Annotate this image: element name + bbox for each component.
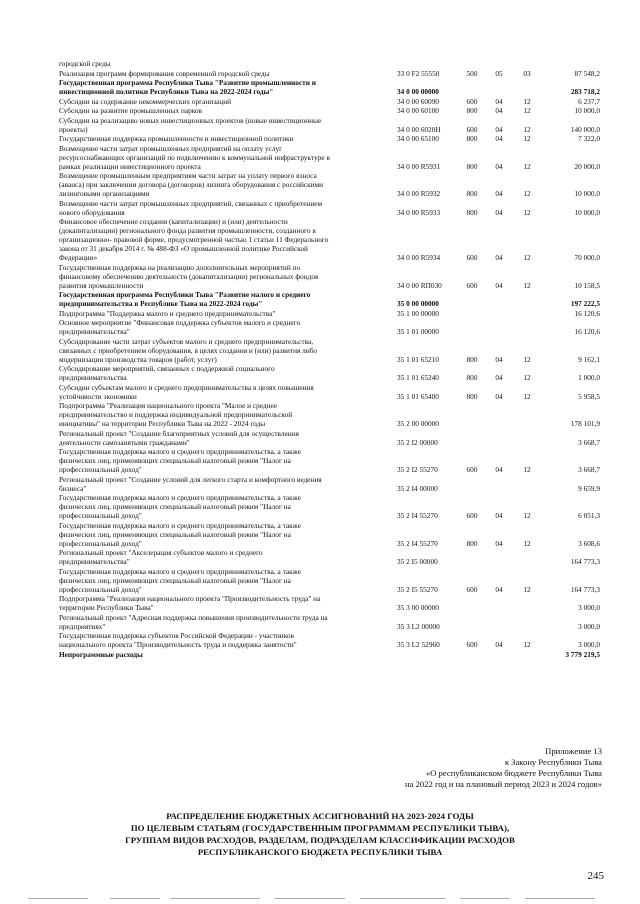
amount: 178 101,9: [570, 419, 600, 428]
footer-rule: [170, 898, 260, 899]
description-line: предприятиях": [59, 621, 106, 631]
description-line: проекты): [59, 124, 88, 134]
description-line: (аванса) при заключении договора (договоров) лизинга оборудования с российскими: [59, 180, 324, 189]
title-line-3: ГРУППАМ ВИДОВ РАСХОДОВ, РАЗДЕЛАМ, ПОДРАЗДЕЛАМ КЛАССИФИКАЦИИ РАСХОДОВ: [125, 835, 515, 845]
row-description: [59, 171, 386, 198]
description-line: инвестиционной политики Республики Тыва на 2022-2024 годы": [59, 87, 274, 96]
description-line: предпринимательства": [59, 327, 130, 336]
row-description: [59, 318, 386, 336]
description-line: Основное мероприятие "Финансовая поддержка субъектов малого и среднего: [59, 318, 301, 327]
table-row: [0, 475, 640, 493]
subsection-code: 12: [523, 106, 531, 115]
section-code: 04: [495, 354, 503, 364]
description-line: Государственная поддержка промышленности и инвестиционной политики: [59, 134, 294, 143]
description-line: Субсидии на содержание некоммерческих организаций: [59, 96, 232, 106]
amount: 283 718,2: [570, 87, 600, 96]
amount: 70 000,0: [574, 253, 600, 262]
description-line: физических лиц, применяющих специальный налоговый режим "Налог на: [59, 529, 291, 539]
table-row: [0, 493, 640, 520]
table-row: [0, 171, 640, 198]
amount: 16 120,6: [574, 308, 600, 318]
section-code: 04: [495, 465, 503, 474]
row-description: [59, 631, 386, 649]
amount: 10 000,0: [574, 189, 600, 198]
footer-rule: [360, 898, 445, 899]
section-code: 04: [495, 280, 503, 290]
description-line: Подпрограмма "Реализация национального проекта "Малое и среднее: [59, 401, 277, 410]
description-line: Государственная поддержка малого и среднего предпринимательства, а также: [59, 566, 301, 576]
amount: 3 000,0: [578, 621, 600, 631]
expense-type-code: 500: [466, 68, 478, 78]
description-line: физических лиц, применяющих специальный налоговый режим "Налог на: [59, 502, 291, 511]
amount: 140 000,0: [570, 124, 600, 134]
description-line: бизнеса": [59, 483, 87, 493]
row-description: [59, 116, 386, 134]
row-description: [59, 69, 386, 78]
table-row: [0, 69, 640, 78]
footer-rule: [275, 898, 345, 899]
description-line: территории Республики Тыва": [59, 603, 154, 612]
target-article-code: 35 1 01 65400: [397, 391, 439, 401]
table-row: [0, 217, 640, 262]
title-line-4: РЕСПУБЛИКАНСКОГО БЮДЖЕТА РЕСПУБЛИКИ ТЫВА: [197, 847, 443, 857]
section-code: 05: [495, 68, 503, 78]
amount: 20 000,0: [574, 161, 600, 171]
description-line: Государственная поддержка малого и среднего предпринимательства, а также: [59, 520, 301, 530]
subsection-code: 12: [523, 373, 531, 382]
description-line: Субсидии субъектам малого и среднего предпринимательства в целях повышения: [59, 382, 314, 392]
description-line: Возмещение части затрат промышленных предприятий на оплату услуг: [59, 143, 283, 153]
row-description: [59, 290, 386, 308]
amount: 1 000,0: [578, 373, 600, 382]
row-description: [59, 78, 386, 96]
amount: 5 958,5: [578, 391, 600, 401]
amount: 6 051,3: [578, 511, 600, 520]
footer-rule: [28, 898, 88, 899]
target-article-code: 34 0 00 RП030: [397, 280, 442, 290]
description-line: физических лиц, применяющих специальный налоговый режим "Налог на: [59, 456, 291, 465]
description-line: Подпрограмма "Поддержка малого и среднего предпринимательства": [59, 308, 276, 318]
section-code: 04: [495, 511, 503, 520]
description-line: Финансовое обеспечение создания (капитализации) и (или) деятельности: [59, 217, 288, 226]
description-line: Возмещение части затрат промышленных предприятий, связанных с приобретением: [59, 198, 323, 208]
expense-type-code: 800: [466, 354, 478, 364]
appendix-number: Приложение 13: [545, 746, 602, 756]
page-number: 245: [587, 870, 604, 882]
description-line: Государственная программа Республики Тыва "Развитие промышленности и: [59, 78, 316, 87]
amount: 3 000,0: [578, 640, 600, 649]
section-code: 04: [495, 538, 503, 548]
target-article-code: 35 3 L2 52960: [397, 640, 440, 649]
row-description: [59, 429, 386, 447]
row-description: [59, 475, 386, 493]
description-line: ресурсоснабжающих организаций по подключению к коммунальной инфраструктуре в: [59, 152, 330, 162]
subsection-code: 12: [523, 96, 531, 106]
target-article-code: 34 0 00 65100: [397, 134, 439, 143]
description-line: предпринимательство и поддержка индивидуальной предпринимательской: [59, 410, 293, 419]
target-article-code: 35 2 I5 55270: [397, 584, 438, 594]
target-article-code: 35 0 00 00000: [397, 299, 439, 308]
target-article-code: 34 0 00 R5934: [397, 253, 441, 262]
target-article-code: 35 2 I2 55270: [397, 465, 438, 474]
table-row: [0, 134, 640, 143]
description-line: Государственная поддержка субъектов Российской Федерации - участников: [59, 631, 294, 640]
description-line: Реализация программ формирования современной городской среды: [59, 68, 270, 78]
amount: 3 779 219,5: [565, 649, 600, 659]
table-row: [0, 78, 640, 96]
section-code: 04: [495, 640, 503, 649]
amount: 6 237,7: [578, 96, 600, 106]
table-row: [0, 309, 640, 318]
description-line: устойчивости экономики: [59, 391, 137, 401]
description-line: закона от 31 декабря 2014 г. № 488-ФЗ «О промышленной политике Российской: [59, 244, 308, 253]
description-line: Государственная программа Республики Тыва "Развитие малого и среднего: [59, 290, 311, 299]
row-description: [59, 613, 386, 631]
description-line: физических лиц, применяющих специальный налоговый режим "Налог на: [59, 575, 291, 585]
section-code: 04: [495, 189, 503, 198]
section-code: 04: [495, 253, 503, 262]
description-line: предпринимательства": [59, 557, 130, 566]
subsection-code: 12: [523, 189, 531, 198]
description-line: модернизации производства товаров (работ, услуг): [59, 354, 217, 364]
subsection-code: 12: [523, 354, 531, 364]
description-line: связанных с приобретением оборудования, в целях создания и (или) развития либо: [59, 345, 318, 355]
section-code: 04: [495, 584, 503, 594]
title-line-2: ПО ЦЕЛЕВЫМ СТАТЬЯМ (ГОСУДАРСТВЕННЫМ ПРОГРАММАМ РЕСПУБЛИКИ ТЫВА),: [130, 823, 510, 833]
subsection-code: 12: [523, 207, 531, 217]
amount: 87 548,2: [574, 68, 600, 78]
target-article-code: 34 0 00 R5932: [397, 189, 441, 198]
row-description: [59, 383, 386, 401]
section-code: 04: [495, 161, 503, 171]
section-code: 04: [495, 134, 503, 143]
description-line: Региональный проект "Акселерация субъектов малого и среднего: [59, 548, 263, 557]
row-description: [59, 144, 386, 171]
section-code: 04: [495, 96, 503, 106]
table-row: [0, 144, 640, 171]
amount: 10 158,5: [574, 280, 600, 290]
table-row: [0, 521, 640, 548]
appendix-law-ref: к Закону Республики Тыва: [504, 757, 602, 767]
row-description: [59, 217, 386, 262]
description-line: организационно- правовой форме, предусмотренной частью 1 статьи 11 Федерального: [59, 235, 329, 244]
target-article-code: 35 2 I2 00000: [397, 437, 438, 447]
subsection-code: 12: [523, 134, 531, 143]
description-line: рамках реализации инвестиционного проекта: [59, 161, 201, 171]
expense-type-code: 800: [466, 207, 478, 217]
description-line: профессиональный доход": [59, 465, 142, 474]
target-article-code: 34 0 00 R5931: [397, 161, 441, 171]
amount: 3 668,7: [578, 437, 600, 447]
target-article-code: 33 0 F2 55550: [397, 68, 440, 78]
amount: 3 668,7: [578, 465, 600, 474]
expense-type-code: 800: [466, 373, 478, 382]
target-article-code: 35 1 00 00000: [397, 308, 439, 318]
row-description: [59, 447, 386, 474]
table-row: [0, 364, 640, 382]
description-line: Региональный проект "Адресная поддержка повышения производительности труда на: [59, 612, 328, 622]
table-row: [0, 106, 640, 115]
expense-type-code: 800: [466, 161, 478, 171]
description-line: Возмещение промышленным предприятиям части затрат на уплату первого взноса: [59, 171, 317, 180]
title-line-1: РАСПРЕДЕЛЕНИЕ БЮДЖЕТНЫХ АССИГНОВАНИЙ НА 2023-2024 ГОДЫ: [166, 811, 474, 821]
expense-type-code: 600: [466, 96, 478, 106]
row-description: [59, 97, 386, 106]
target-article-code: 35 2 00 00000: [397, 419, 439, 428]
target-article-code: 35 2 I4 00000: [397, 483, 438, 493]
expense-type-code: 800: [466, 134, 478, 143]
target-article-code: 35 1 01 65240: [397, 373, 439, 382]
target-article-code: 35 1 01 00000: [397, 327, 439, 336]
subsection-code: 12: [523, 465, 531, 474]
subsection-code: 12: [523, 391, 531, 401]
footer-rule: [460, 898, 510, 899]
description-line: инициативы" на территории Республики Тыва на 2022 - 2024 годы: [59, 419, 266, 428]
row-description: [59, 106, 386, 115]
amount: 3 608,6: [578, 538, 600, 548]
description-line: предпринимательства в Республике Тыва на 2022-2024 годы": [59, 299, 263, 308]
appendix-header: [405, 746, 602, 790]
table-row: [0, 97, 640, 106]
table-row: [0, 290, 640, 308]
amount: 9 162,1: [578, 354, 600, 364]
row-description: [59, 548, 386, 566]
description-line: предпринимательства: [59, 373, 127, 382]
appendix-period: на 2022 год и на плановый период 2023 и 2024 годов»: [405, 779, 602, 789]
subsection-code: 03: [523, 68, 531, 78]
description-line: Региональный проект "Создание благоприятных условий для осуществления: [59, 428, 299, 438]
subsection-code: 12: [523, 584, 531, 594]
description-line: Федерации»: [59, 253, 98, 262]
description-line: Государственная поддержка малого и среднего предпринимательства, а также: [59, 493, 301, 502]
amount: 7 322,0: [578, 134, 600, 143]
expense-type-code: 600: [466, 124, 478, 134]
row-description: [59, 134, 386, 143]
row-description: [59, 594, 386, 612]
description-line: профессиональный доход": [59, 538, 142, 548]
section-code: 04: [495, 373, 503, 382]
row-description: [59, 401, 386, 428]
table-row: [0, 199, 640, 217]
expense-type-code: 800: [466, 538, 478, 548]
amount: 10 000,0: [574, 207, 600, 217]
table-row: [0, 263, 640, 290]
expense-type-code: 600: [466, 511, 478, 520]
row-description: [59, 263, 386, 290]
section-code: 04: [495, 391, 503, 401]
description-line: Подпрограмма "Реализация национального проекта "Производительность труда" на: [59, 594, 321, 603]
amount: 197 222,5: [570, 299, 600, 308]
appendix-law-title: «О республиканском бюджете Республики Тыва: [425, 768, 602, 778]
target-article-code: 34 0 00 6020Н: [397, 124, 441, 134]
description-line: Субсидии на развитие промышленных парков: [59, 106, 203, 115]
description-line: Государственная поддержка на реализацию дополнительных мероприятий по: [59, 262, 301, 272]
target-article-code: 35 1 01 65210: [397, 354, 439, 364]
description-line: Субсидирование мероприятий, связанных с поддержкой социального: [59, 364, 275, 373]
expense-type-code: 600: [466, 465, 478, 474]
description-line: Субсидии на реализацию новых инвестиционных проектов (новые инвестиционные: [59, 115, 322, 125]
expense-type-code: 600: [466, 640, 478, 649]
description-line: лизинговыми организациями: [59, 189, 150, 198]
expense-type-code: 600: [466, 253, 478, 262]
section-code: 04: [495, 207, 503, 217]
table-row: [0, 383, 640, 401]
target-article-code: 35 3 L2 00000: [397, 621, 440, 631]
row-description: [59, 199, 386, 217]
table-row: [0, 337, 640, 364]
target-article-code: 35 2 I4 55270: [397, 511, 438, 520]
row-description: [59, 59, 386, 68]
row-description: [59, 309, 386, 318]
section-code: 04: [495, 124, 503, 134]
target-article-code: 35 2 I4 55270: [397, 538, 438, 548]
amount: 3 000,0: [578, 603, 600, 612]
description-line: профессиональный доход": [59, 511, 142, 520]
table-row: [0, 631, 640, 649]
description-line: (докапитализации) регионального фонда развития промышленности, созданного в: [59, 226, 316, 235]
description-line: деятельности самозанятыми гражданами": [59, 437, 190, 447]
amount: 9 659,9: [578, 483, 600, 493]
subsection-code: 12: [523, 280, 531, 290]
amount: 164 773,3: [570, 584, 600, 594]
target-article-code: 35 2 I5 00000: [397, 557, 438, 566]
expense-type-code: 600: [466, 584, 478, 594]
table-row: [0, 548, 640, 566]
target-article-code: 34 0 00 60100: [397, 106, 439, 115]
description-line: Субсидирование части затрат субъектов малого и среднего предпринимательства,: [59, 336, 314, 346]
amount: 10 000,0: [574, 106, 600, 115]
description-line: городской среды: [59, 59, 111, 68]
expense-type-code: 800: [466, 106, 478, 115]
description-line: Непрограммные расходы: [59, 649, 143, 659]
subsection-code: 12: [523, 511, 531, 520]
table-row: [0, 594, 640, 612]
target-article-code: 34 0 00 00000: [397, 87, 439, 96]
section-code: 04: [495, 106, 503, 115]
target-article-code: 34 0 00 R5933: [397, 207, 441, 217]
footer-rule: [525, 898, 595, 899]
footer-rule: [110, 898, 160, 899]
row-description: [59, 493, 386, 520]
description-line: развития промышленности: [59, 280, 144, 290]
table-row: [0, 447, 640, 474]
amount: 16 120,6: [574, 327, 600, 336]
row-description: [59, 337, 386, 364]
subsection-code: 12: [523, 253, 531, 262]
row-description: [59, 567, 386, 594]
expense-type-code: 800: [466, 391, 478, 401]
description-line: нового оборудования: [59, 207, 125, 217]
document-title: [20, 810, 620, 858]
row-description: [59, 521, 386, 548]
table-row: [0, 429, 640, 447]
row-description: [59, 650, 386, 659]
table-row: [0, 613, 640, 631]
table-row: [0, 567, 640, 594]
subsection-code: 12: [523, 538, 531, 548]
target-article-code: 35 3 00 00000: [397, 603, 439, 612]
table-row: [0, 650, 640, 659]
description-line: Государственная поддержка малого и среднего предпринимательства, а также: [59, 447, 301, 456]
subsection-code: 12: [523, 161, 531, 171]
amount: 164 773,3: [570, 557, 600, 566]
target-article-code: 34 0 00 60090: [397, 96, 439, 106]
description-line: национального проекта "Производительность труда и поддержка занятости": [59, 640, 297, 649]
description-line: финансовому обеспечению деятельности (докапитализации) региональных фондов: [59, 271, 319, 281]
table-row: [0, 401, 640, 428]
row-description: [59, 364, 386, 382]
table-row: [0, 116, 640, 134]
expense-type-code: 800: [466, 189, 478, 198]
table-row: [0, 318, 640, 336]
expense-type-code: 600: [466, 280, 478, 290]
subsection-code: 12: [523, 640, 531, 649]
description-line: Региональный проект "Создание условий для легкого старта и комфортного ведения: [59, 474, 322, 484]
table-row: [0, 59, 640, 68]
subsection-code: 12: [523, 124, 531, 134]
description-line: профессиональный доход": [59, 584, 142, 594]
